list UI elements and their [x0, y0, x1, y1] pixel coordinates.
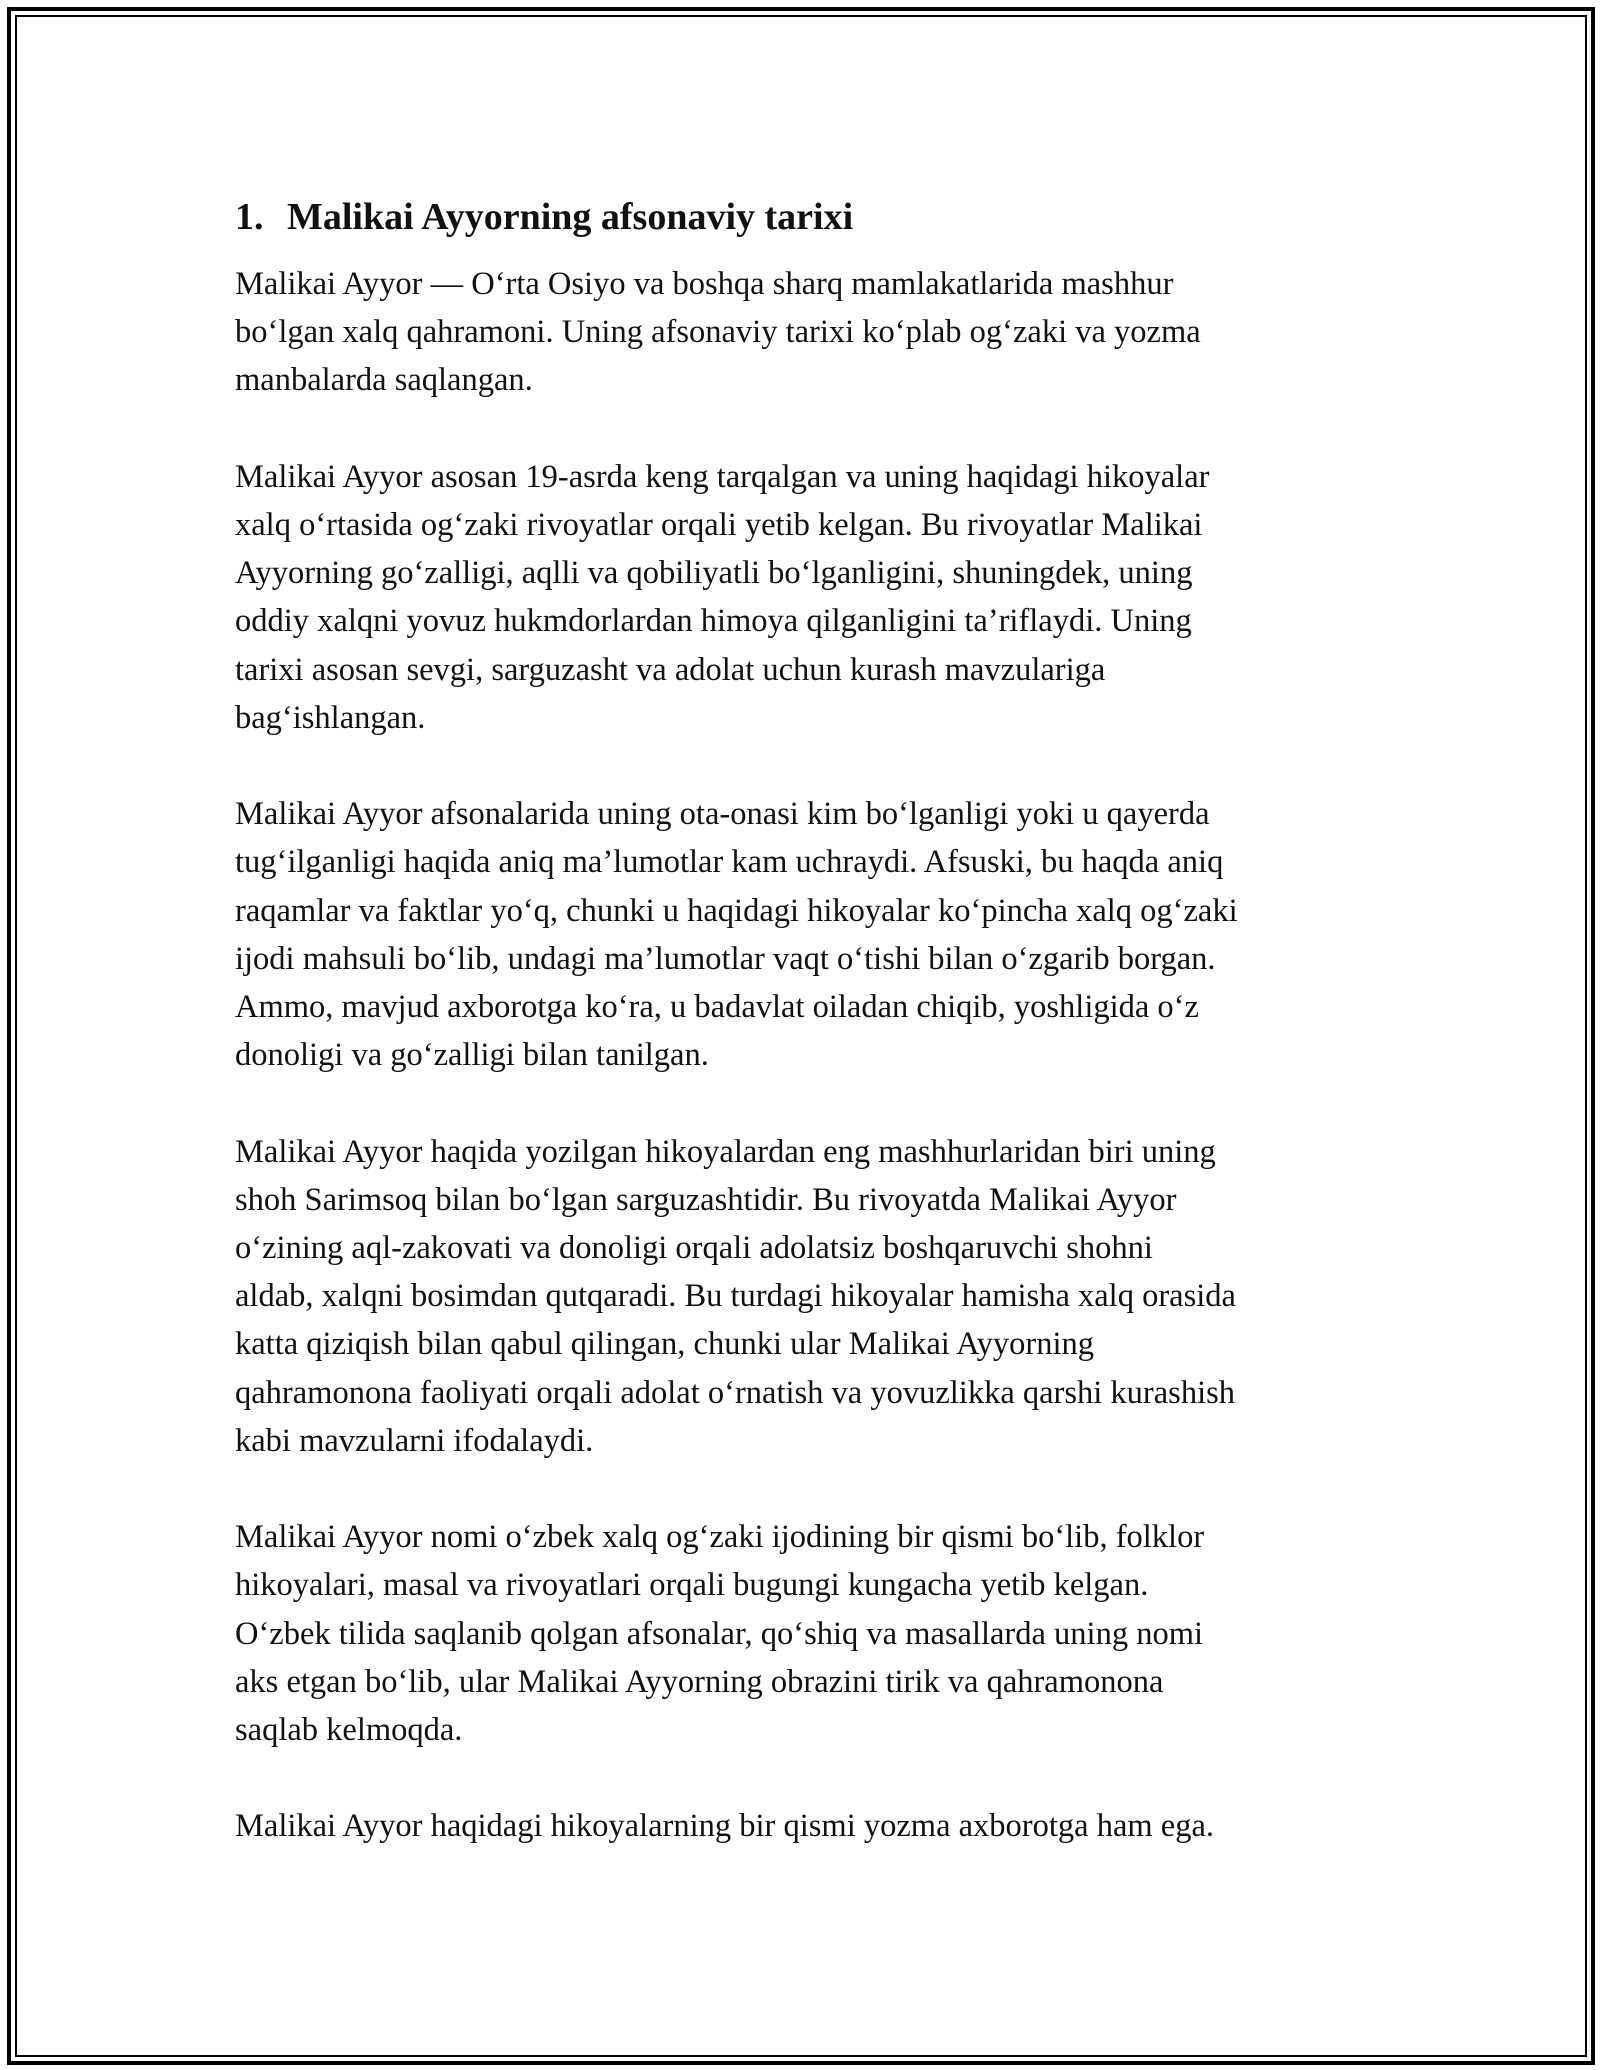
paragraph-line: raqamlar va faktlar yo‘q, chunki u haqidagi hikoyalar ko‘pincha xalq og‘zaki [235, 892, 1238, 929]
paragraph-line: Malikai Ayyor — O‘rta Osiyo va boshqa sharq mamlakatlarida mashhur [235, 266, 1174, 302]
paragraph-line: tug‘ilganligi haqida aniq ma’lumotlar kam uchraydi. Afsuski, bu haqda aniq [235, 844, 1224, 881]
paragraph-line: qahramonona faoliyati orqali adolat o‘rnatish va yovuzlikka qarshi kurashish [235, 1374, 1235, 1411]
paragraph-line: bag‘ishlangan. [235, 699, 426, 736]
paragraph [235, 453, 1375, 742]
paragraph-line: aks etgan bo‘lib, ular Malikai Ayyorning obrazini tirik va qahramonona [235, 1663, 1164, 1700]
heading-title: Malikai Ayyorning afsonaviy tarixi [287, 196, 854, 238]
paragraph-line: Ayyorning go‘zalligi, aqlli va qobiliyatli bo‘lganligini, shuningdek, uning [235, 555, 1193, 592]
paragraph-line: tarixi asosan sevgi, sarguzasht va adolat uchun kurash mavzulariga [235, 651, 1106, 688]
paragraph-line: aldab, xalqni bosimdan qutqaradi. Bu turdagi hikoyalar hamisha xalq orasida [235, 1278, 1236, 1315]
paragraph-line: oddiy xalqni yovuz hukmdorlardan himoya qilganligini ta’riflaydi. Uning [235, 603, 1192, 640]
paragraph-list [235, 260, 1375, 1851]
paragraph-line: Ammo, mavjud axborotga ko‘ra, u badavlat oiladan chiqib, yoshligida o‘z [235, 989, 1199, 1026]
paragraph-line: manbalarda saqlangan. [235, 362, 533, 399]
section-heading [235, 190, 1375, 244]
paragraph-line: Malikai Ayyor asosan 19-asrda keng tarqalgan va uning haqidagi hikoyalar [235, 458, 1210, 495]
document-body [235, 190, 1375, 1899]
paragraph-line: xalq o‘rtasida og‘zaki rivoyatlar orqali yetib kelgan. Bu rivoyatlar Malikai [235, 507, 1203, 543]
paragraph [235, 260, 1375, 405]
paragraph-line: bo‘lgan xalq qahramoni. Uning afsonaviy tarixi ko‘plab og‘zaki va yozma [235, 314, 1201, 351]
paragraph [235, 790, 1375, 1079]
paragraph-line: Malikai Ayyor nomi o‘zbek xalq og‘zaki ijodining bir qismi bo‘lib, folklor [235, 1519, 1205, 1556]
paragraph-line: Malikai Ayyor haqida yozilgan hikoyalardan eng mashhurlaridan biri uning [235, 1133, 1216, 1170]
paragraph [235, 1128, 1375, 1465]
paragraph-line: saqlab kelmoqda. [235, 1712, 463, 1749]
paragraph [235, 1513, 1375, 1754]
paragraph-line: katta qiziqish bilan qabul qilingan, chunki ular Malikai Ayyorning [235, 1326, 1095, 1363]
heading-number: 1. [235, 196, 264, 238]
paragraph-line: ijodi mahsuli bo‘lib, undagi ma’lumotlar vaqt o‘tishi bilan o‘zgarib borgan. [235, 940, 1216, 977]
paragraph-line: donoligi va go‘zalligi bilan tanilgan. [235, 1037, 709, 1074]
paragraph-line: O‘zbek tilida saqlanib qolgan afsonalar, qo‘shiq va masallarda uning nomi [235, 1615, 1204, 1652]
paragraph-line: hikoyalari, masal va rivoyatlari orqali bugungi kungacha yetib kelgan. [235, 1567, 1149, 1604]
paragraph [235, 1802, 1375, 1850]
paragraph-line: Malikai Ayyor afsonalarida uning ota-onasi kim bo‘lganligi yoki u qayerda [235, 796, 1210, 833]
paragraph-line: kabi mavzularni ifodalaydi. [235, 1422, 594, 1459]
paragraph-line: shoh Sarimsoq bilan bo‘lgan sarguzashtidir. Bu rivoyatda Malikai Ayyor [235, 1181, 1177, 1218]
paragraph-line: Malikai Ayyor haqidagi hikoyalarning bir qismi yozma axborotga ham ega. [235, 1808, 1214, 1845]
paragraph-line: o‘zining aql-zakovati va donoligi orqali adolatsiz boshqaruvchi shohni [235, 1230, 1153, 1267]
